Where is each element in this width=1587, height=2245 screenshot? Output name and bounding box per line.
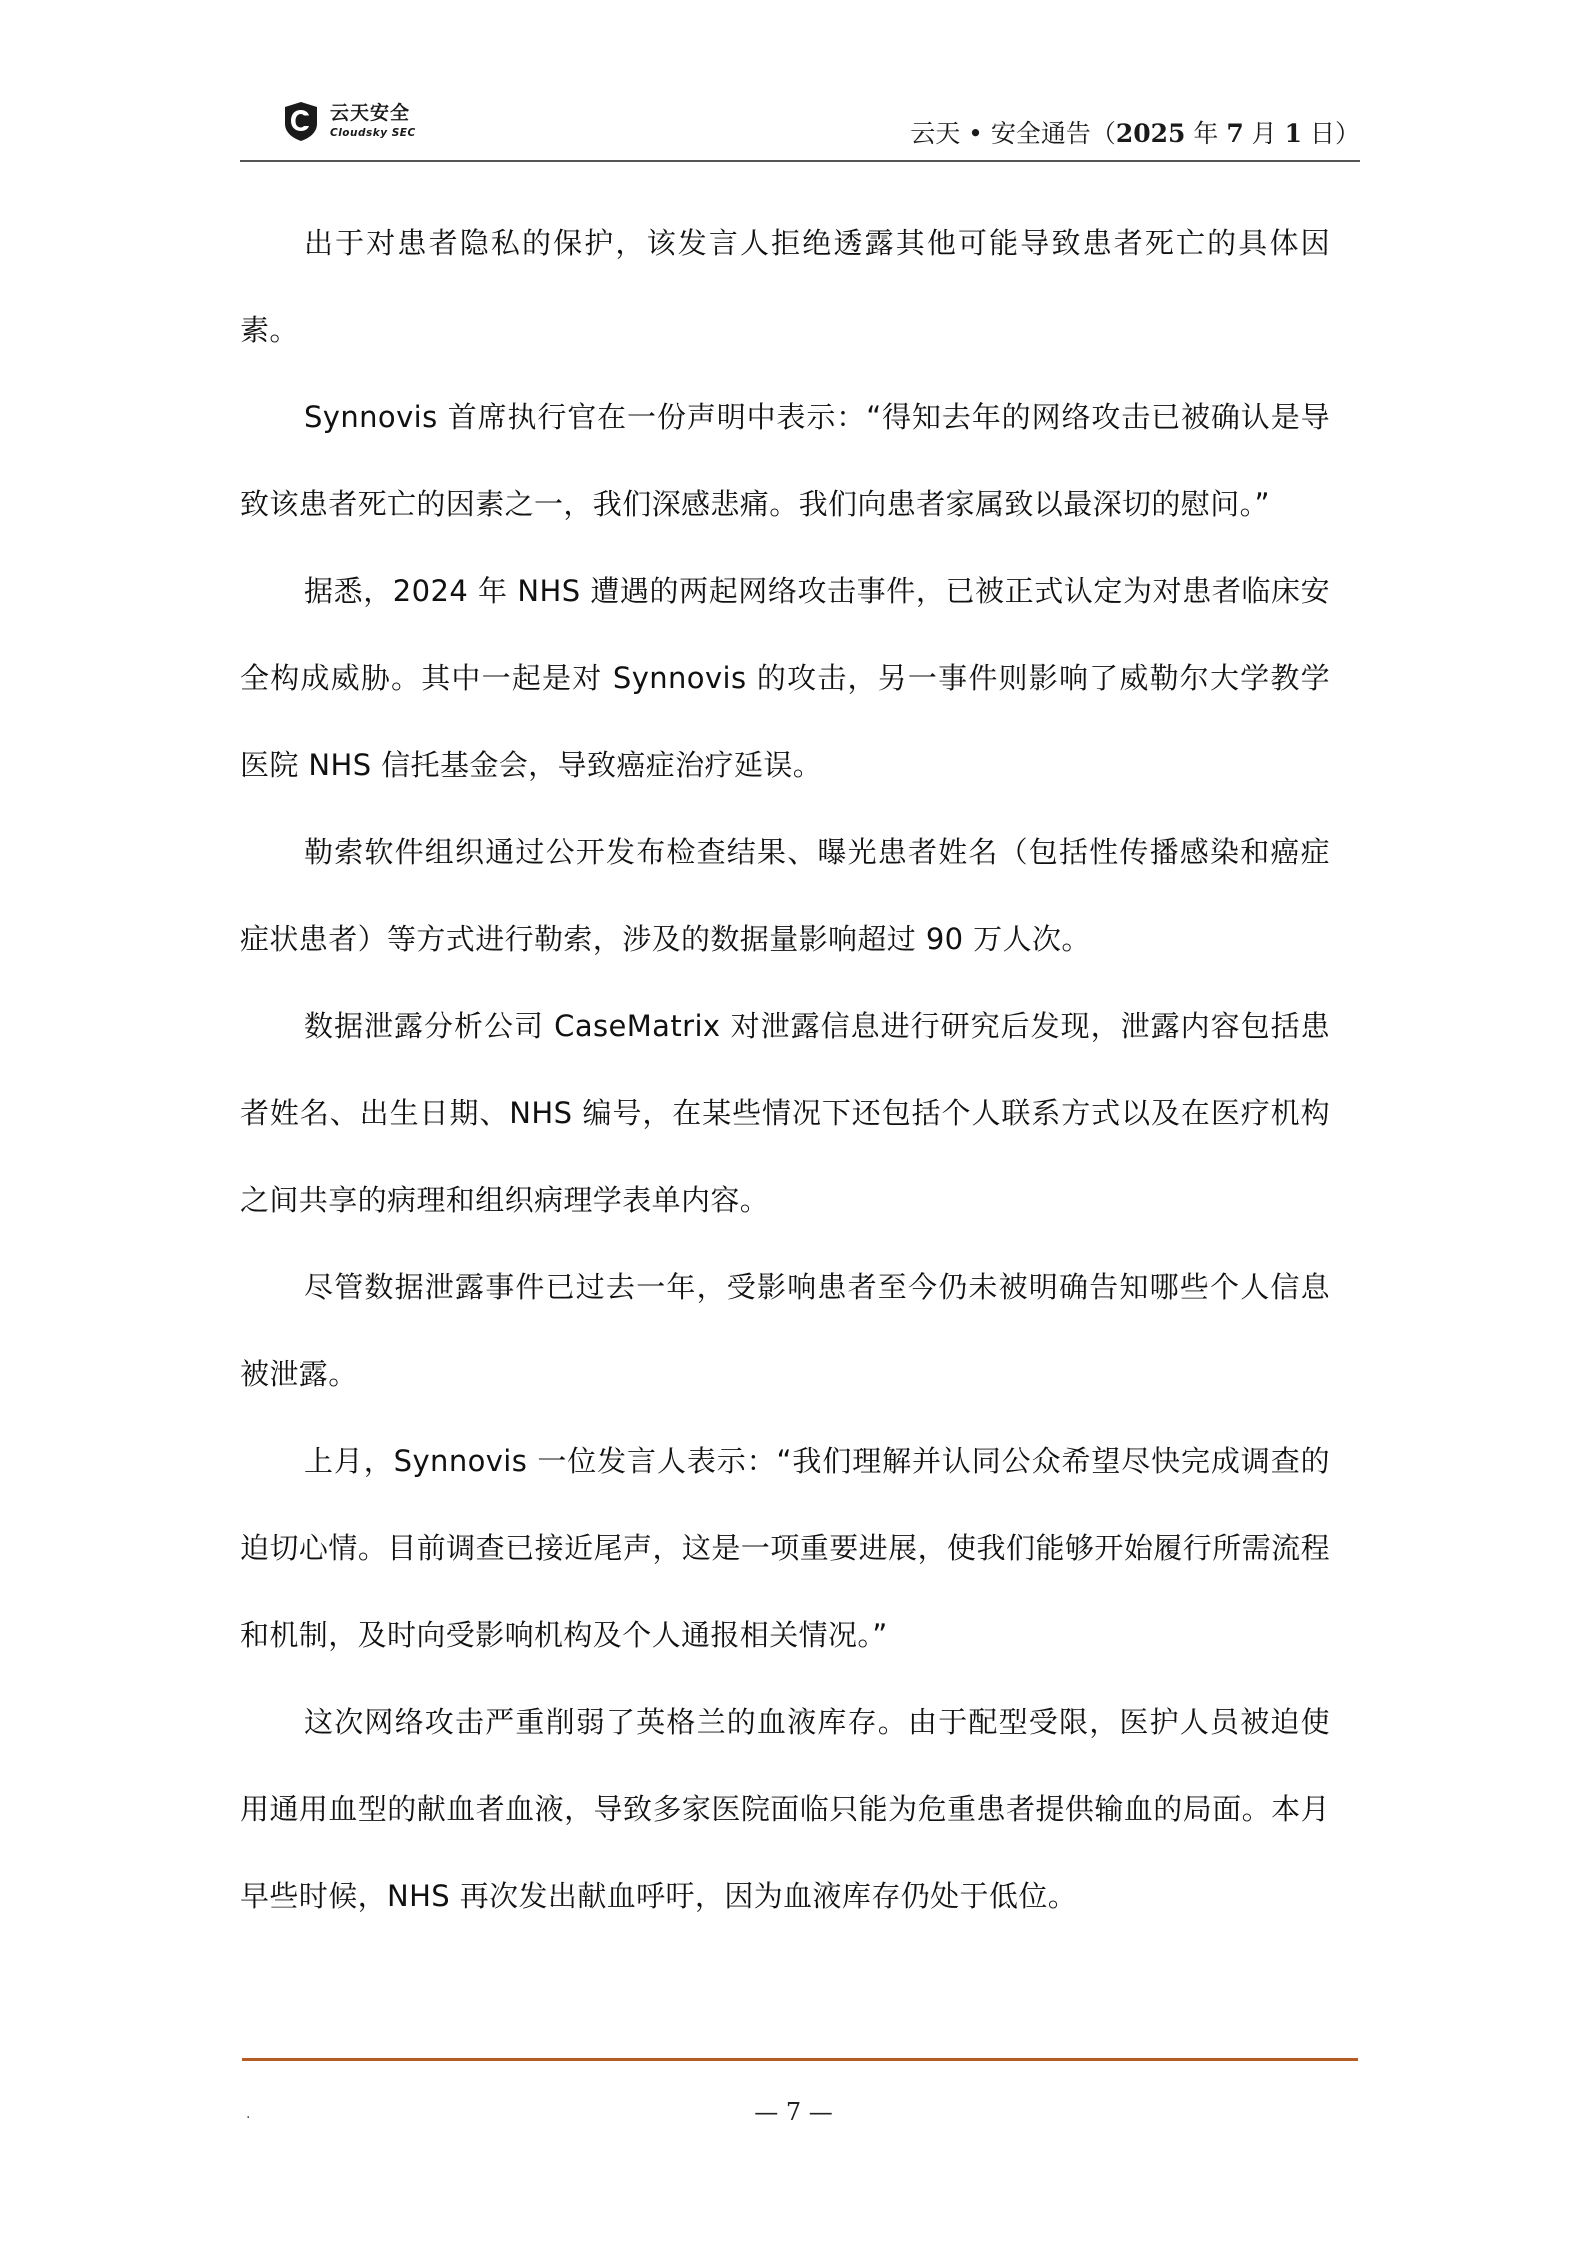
shield-logo-icon [280,100,322,142]
bulletin-title [910,114,1360,150]
header-divider [240,160,1360,162]
title-prefix: 云天 • 安全通告（ [910,119,1116,148]
footer-dot: . [246,2106,251,2122]
paragraph: 尽管数据泄露事件已过去一年，受影响患者至今仍未被明确告知哪些个人信息被泄露。 [240,1270,1330,1391]
page-number: — 7 — [754,2098,833,2126]
paragraph: Synnovis 首席执行官在一份声明中表示：“得知去年的网络攻击已被确认是导致该患者死亡的因素之一，我们深感悲痛。我们向患者家属致以最深切的慰问。” [240,400,1330,521]
page-header [240,92,1360,162]
footer-divider [242,2058,1358,2061]
paragraph: 数据泄露分析公司 CaseMatrix 对泄露信息进行研究后发现，泄露内容包括患者姓名、出生日期、NHS 编号，在某些情况下还包括个人联系方式以及在医疗机构之间共享的病理和组织病理学表单内容。 [240,1009,1330,1217]
logo-chinese-name: 云天安全 [330,101,411,124]
paragraph: 据悉，2024 年 NHS 遭遇的两起网络攻击事件，已被正式认定为对患者临床安全构成威胁。其中一起是对 Synnovis 的攻击，另一事件则影响了威勒尔大学教学医院 NHS 信托基金会，导致癌症治疗延误。 [240,574,1330,782]
title-month: 7 [1226,119,1244,148]
article-body [240,200,1330,1940]
paragraph: 勒索软件组织通过公开发布检查结果、曝光患者姓名（包括性传播感染和癌症症状患者）等方式进行勒索，涉及的数据量影响超过 90 万人次。 [240,835,1330,956]
paragraph: 这次网络攻击严重削弱了英格兰的血液库存。由于配型受限，医护人员被迫使用通用血型的献血者血液，导致多家医院面临只能为危重患者提供输血的局面。本月早些时候，NHS 再次发出献血呼吁，因为血液库存仍处于低位。 [240,1705,1330,1913]
title-suffix: 日） [1302,119,1360,148]
logo-english-name: Cloudsky SEC [330,126,416,139]
company-logo [280,98,416,144]
title-day: 1 [1284,119,1303,148]
paragraph: 上月，Synnovis 一位发言人表示：“我们理解并认同公众希望尽快完成调查的迫切心情。目前调查已接近尾声，这是一项重要进展，使我们能够开始履行所需流程和机制，及时向受影响机构及个人通报相关情况。” [240,1444,1330,1652]
title-year: 2025 [1115,119,1186,148]
paragraph: 出于对患者隐私的保护，该发言人拒绝透露其他可能导致患者死亡的具体因素。 [240,226,1330,347]
title-month-unit: 月 [1243,119,1285,148]
title-year-unit: 年 [1185,119,1227,148]
